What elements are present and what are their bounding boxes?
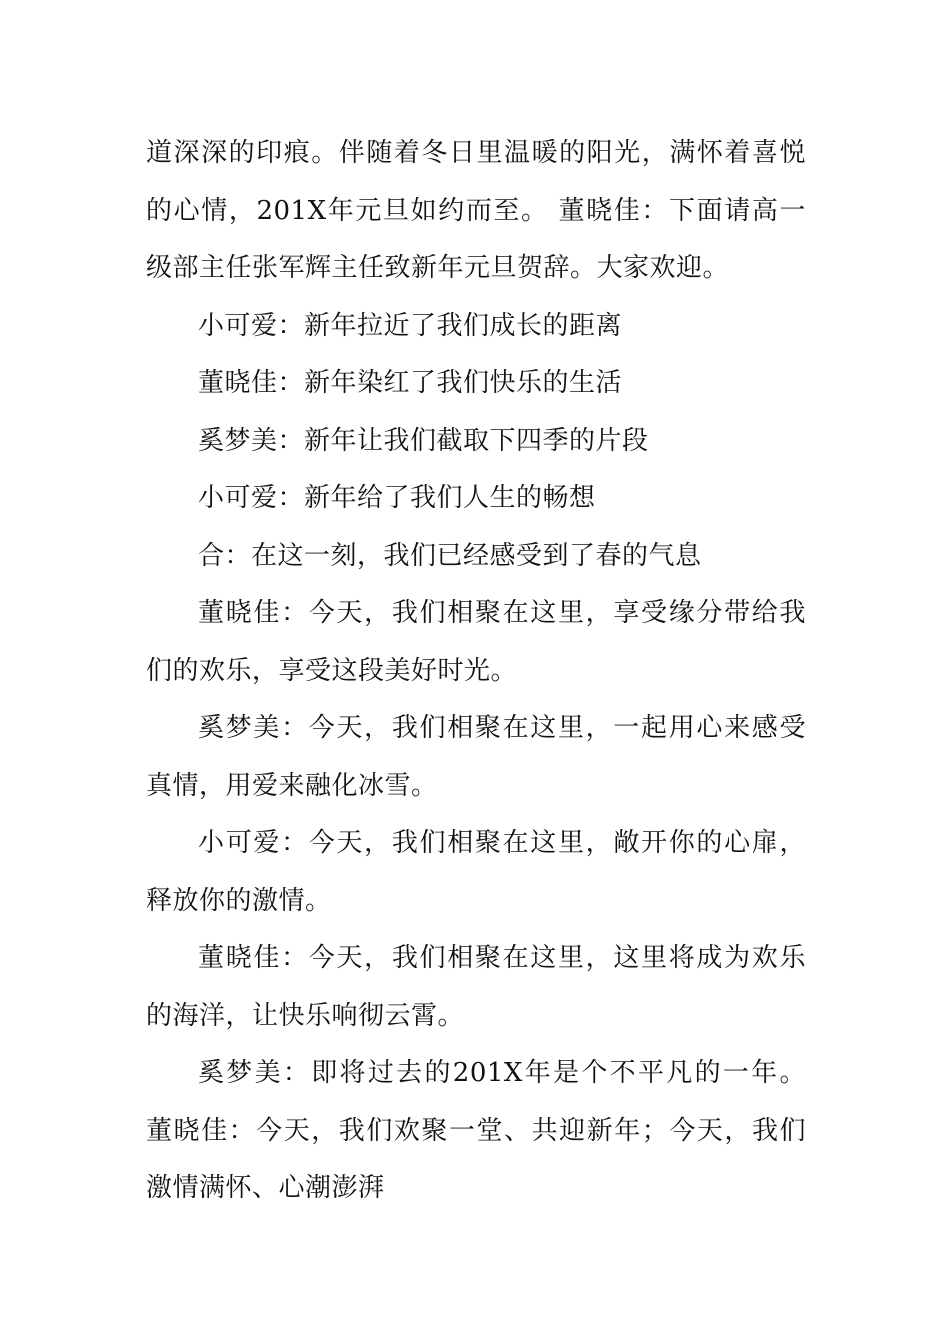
paragraph: 奚梦美：今天，我们相聚在这里，一起用心来感受真情，用爱来融化冰雪。	[146, 713, 806, 801]
paragraph: 董晓佳：新年染红了我们快乐的生活	[198, 368, 623, 398]
paragraph: 奚梦美：即将过去的201X年是个不平凡的一年。 董晓佳：今天，我们欢聚一堂、共迎新年；今天，我们激情满怀、心潮澎湃	[146, 1058, 806, 1203]
paragraph: 董晓佳：今天，我们相聚在这里，这里将成为欢乐的海洋，让快乐响彻云霄。	[146, 943, 806, 1031]
paragraph: 小可爱：今天，我们相聚在这里，敞开你的心扉，释放你的激情。	[146, 828, 806, 916]
document-body	[146, 125, 806, 1218]
paragraph: 道深深的印痕。伴随着冬日里温暖的阳光，满怀着喜悦的心情，201X年元旦如约而至。 董晓佳：下面请高一级部主任张军辉主任致新年元旦贺辞。大家欢迎。	[146, 138, 806, 283]
paragraph: 小可爱：新年拉近了我们成长的距离	[198, 310, 623, 341]
paragraph: 董晓佳：今天，我们相聚在这里，享受缘分带给我们的欢乐，享受这段美好时光。	[146, 598, 806, 686]
paragraph: 奚梦美：新年让我们截取下四季的片段	[198, 425, 649, 456]
paragraph: 合：在这一刻，我们已经感受到了春的气息	[198, 540, 702, 571]
paragraph: 小可爱：新年给了我们人生的畅想	[198, 483, 596, 513]
